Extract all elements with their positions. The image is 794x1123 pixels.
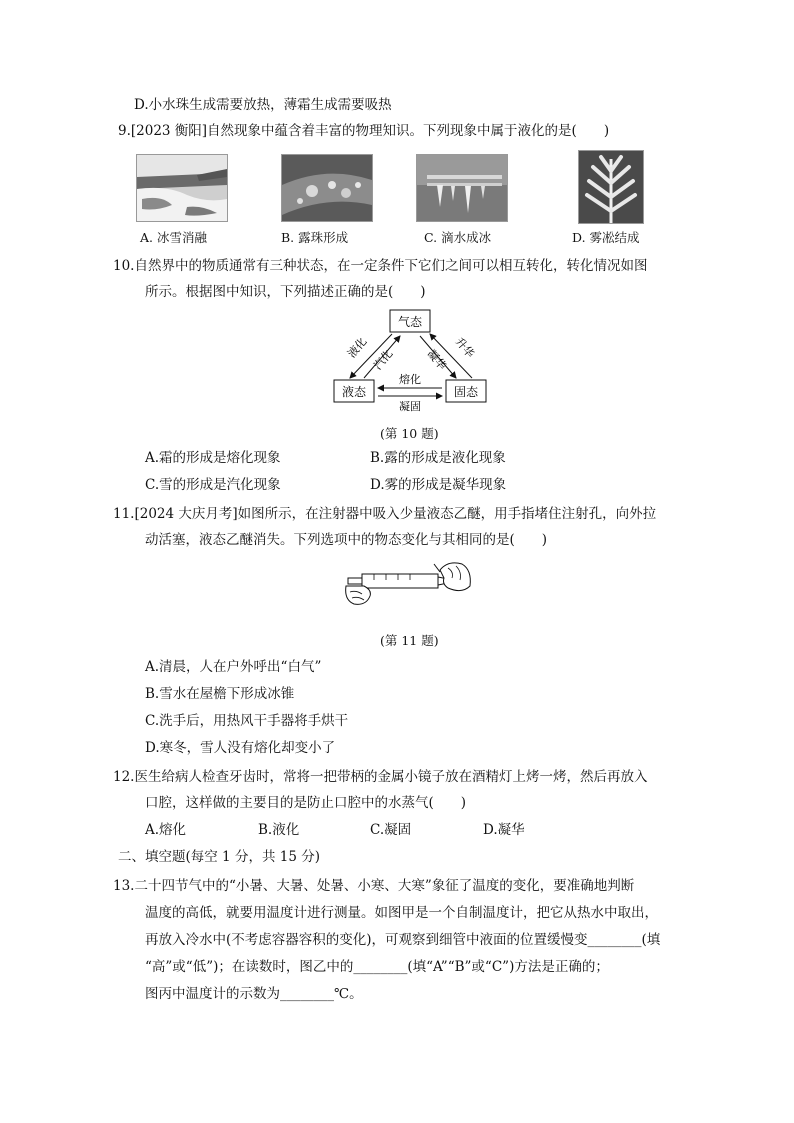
q9-option-c: C. 滴水成冰: [424, 230, 492, 245]
q9-photo-b: [281, 154, 373, 222]
q10-option-b: B.露的形成是液化现象: [370, 450, 506, 466]
q13-line3: 再放入冷水中(不考虑容器容积的变化)，可观察到细管中液面的位置缓慢变________(填: [145, 932, 661, 948]
q9-option-d: D. 雾凇结成: [572, 230, 640, 245]
gas-label: 气态: [397, 315, 423, 329]
section2-title: 二、填空题(每空 1 分，共 15 分): [118, 849, 320, 865]
q12-option-b: B.液化: [258, 822, 300, 838]
q11-stem-line1: 11.[2024 大庆月考]如图所示，在注射器中吸入少量液态乙醚，用手指堵住注射孔，向外拉: [113, 506, 657, 522]
q12-option-d: D.凝华: [483, 822, 525, 838]
q12-stem-line2: 口腔，这样做的主要目的是防止口腔中的水蒸气( ): [145, 795, 467, 811]
q10-option-c: C.雪的形成是汽化现象: [145, 477, 281, 493]
vaporize-label: 汽化: [371, 347, 396, 373]
sublimate-label: 升华: [452, 335, 477, 361]
q12-option-a: A.熔化: [145, 822, 187, 838]
q11-option-c: C.洗手后，用热风干手器将手烘干: [145, 713, 349, 729]
liquefy-label: 液化: [345, 335, 370, 361]
q11-option-a: A.清晨，人在户外呼出“白气”: [145, 659, 322, 675]
q9-photo-d: [578, 150, 644, 224]
q9-photo-a: [136, 154, 228, 222]
q11-stem-line2: 动活塞，液态乙醚消失。下列选项中的物态变化与其相同的是( ): [145, 532, 548, 548]
q10-stem-line2: 所示。根据图中知识，下列描述正确的是( ): [145, 284, 426, 300]
q10-caption: (第 10 题): [380, 426, 439, 441]
liquid-label: 液态: [341, 385, 367, 399]
freeze-label: 凝固: [399, 400, 421, 413]
q11-option-b: B.雪水在屋檐下形成冰锥: [145, 686, 295, 702]
q13-line2: 温度的高低，就要用温度计进行测量。如图甲是一个自制温度计，把它从热水中取出，: [145, 905, 658, 921]
melt-label: 熔化: [399, 373, 421, 386]
state-change-diagram: [320, 300, 500, 416]
q10-option-d: D.雾的形成是凝华现象: [370, 477, 507, 493]
q11-caption: (第 11 题): [380, 633, 439, 648]
q12-option-c: C.凝固: [370, 822, 412, 838]
q11-option-d: D.寒冬，雪人没有熔化却变小了: [145, 740, 336, 756]
q9-option-a: A. 冰雪消融: [140, 230, 207, 245]
q13-line5: 图丙中温度计的示数为________℃。: [145, 986, 363, 1002]
q13-line1: 13.二十四节气中的“小暑、大暑、处暑、小寒、大寒”象征了温度的变化，要准确地判断: [113, 878, 635, 894]
q10-stem-line1: 10.自然界中的物质通常有三种状态，在一定条件下它们之间可以相互转化，转化情况如图: [113, 258, 648, 274]
solid-label: 固态: [453, 385, 479, 399]
q9-photo-c: [416, 154, 508, 222]
q12-stem-line1: 12.医生给病人检查牙齿时，常将一把带柄的金属小镜子放在酒精灯上烤一烤，然后再放入: [113, 769, 648, 785]
q8-option-d: D.小水珠生成需要放热，薄霜生成需要吸热: [134, 97, 392, 113]
deposit-label: 凝华: [424, 347, 449, 373]
q13-line4: “高”或“低”)；在读数时，图乙中的________(填“A”“B”或“C”)方法是正确的；: [145, 959, 609, 975]
q9-option-b: B. 露珠形成: [281, 230, 349, 245]
q9-stem: 9.[2023 衡阳]自然现象中蕴含着丰富的物理知识。下列现象中属于液化的是( ): [118, 123, 610, 139]
syringe-illustration: [344, 556, 474, 612]
q10-option-a: A.霜的形成是熔化现象: [145, 450, 281, 466]
